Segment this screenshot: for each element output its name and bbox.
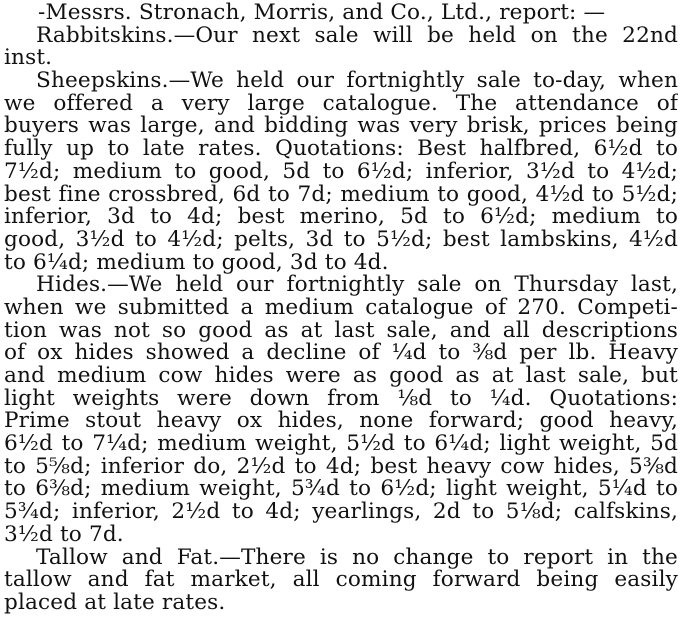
hides-line: light weights were down from ⅛d to ¼d. Quotations: [4,387,678,411]
sheepskins-line: best fine crossbred, 6d to 7d; medium to good, 4½d to 5½d; [4,183,678,207]
hides-line: Prime stout heavy ox hides, none forward; good heavy, [4,410,678,434]
rabbitskins-line: inst. [4,47,53,71]
hides-line: 5¾d; inferior, 2½d to 4d; yearlings, 2d to 5⅛d; calfskins, [4,501,678,524]
sheepskins-line: 7½d; medium to good, 5d to 6½d; inferior, 3½d to 4½d; [4,160,678,184]
article-column [4,2,678,615]
sheepskins-line: fully up to late rates. Quotations: Best halfbred, 6½d to [4,138,678,161]
hides-line: tion was not so good as at last sale, and all descriptions [4,319,678,343]
sheepskins-line: we offered a very large catalogue. The attendance of [4,92,678,116]
hides-line: Hides.—We held our fortnightly sale on Thursday last, [36,274,678,297]
hides-line: 3½d to 7d. [4,523,124,547]
tallow-line: tallow and fat market, all coming forward being easily [4,569,678,592]
hides-line: and medium cow hides were as good as at last sale, but [4,365,678,388]
report-heading: -Messrs. Stronach, Morris, and Co., Ltd., report: — [38,2,606,25]
hides-line: to 5⅝d; inferior do, 2½d to 4d; best heavy cow hides, 5⅜d [4,455,678,479]
hides-line: to 6⅜d; medium weight, 5¾d to 6½d; light weight, 5¼d to [4,478,678,502]
tallow-line: placed at late rates. [4,591,226,615]
hides-line: 6½d to 7¼d; medium weight, 5½d to 6¼d; light weight, 5d [4,433,678,456]
sheepskins-line: inferior, 3d to 4d; best merino, 5d to 6½d; medium to [4,206,678,229]
sheepskins-line: to 6¼d; medium to good, 3d to 4d. [4,251,389,275]
rabbitskins-line: Rabbitskins.—Our next sale will be held on the 22nd [36,24,678,48]
sheepskins-line: good, 3½d to 4½d; pelts, 3d to 5½d; best lambskins, 4½d [4,228,678,252]
tallow-line: Tallow and Fat.—There is no change to report in the [36,546,678,570]
sheepskins-line: Sheepskins.—We held our fortnightly sale to-day, when [36,70,678,93]
hides-line: when we submitted a medium catalogue of 270. Competi- [4,296,678,320]
hides-line: of ox hides showed a decline of ¼d to ⅜d per lb. Heavy [4,342,678,365]
sheepskins-line: buyers was large, and bidding was very brisk, prices being [4,115,678,139]
